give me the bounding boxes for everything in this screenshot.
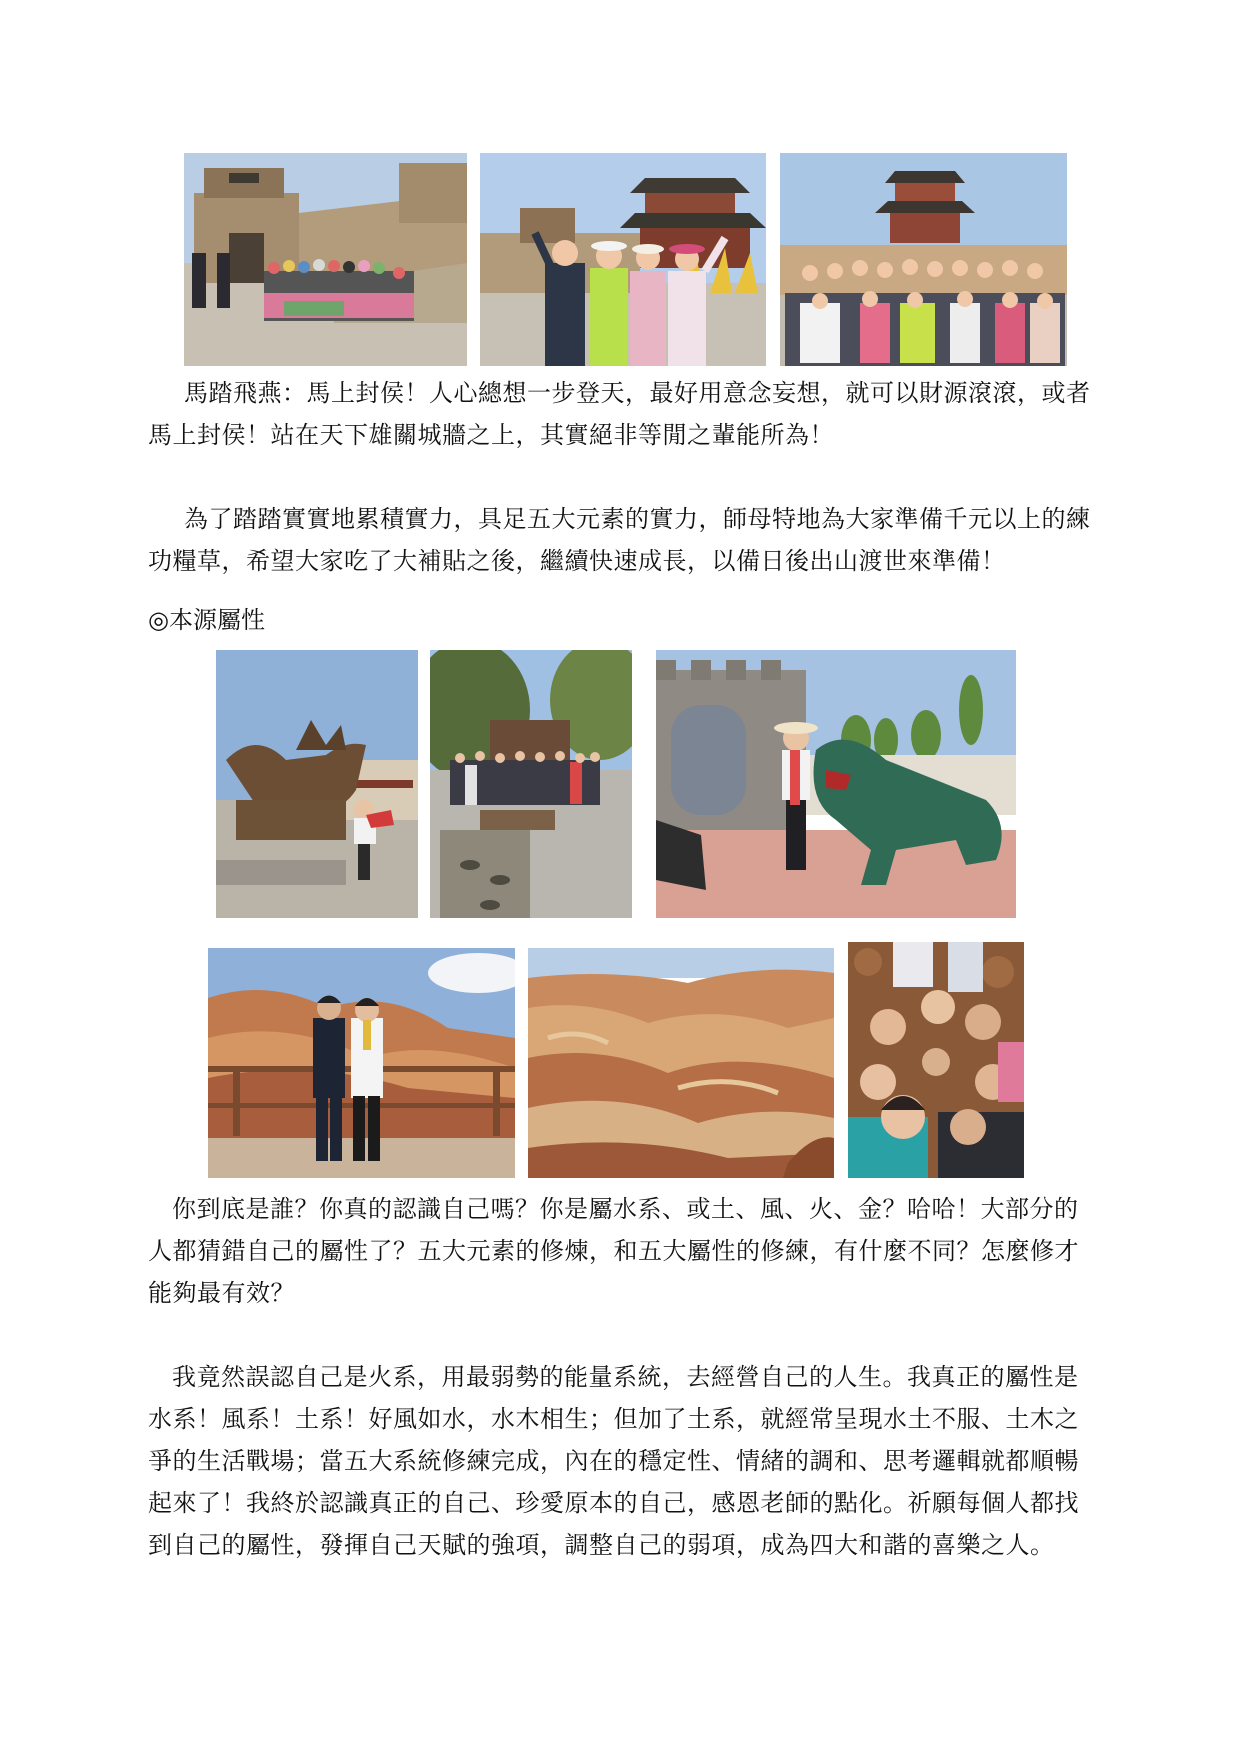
paragraph-training: 為了踏踏實實地累積實力，具足五大元素的實力，師母特地為大家準備千元以上的練功糧草，希望大家吃了大補貼之後，繼續快速成長，以備日後出山渡世來準備！ [148, 505, 1091, 575]
attribute-paragraphs [148, 1188, 1098, 1566]
fortress-gate-group-photo [184, 153, 467, 366]
intro-paragraphs [148, 372, 1098, 582]
circle-selfie-photo [848, 942, 1024, 1178]
courtyard-group-photo [430, 650, 632, 918]
danxia-two-women-photo [208, 948, 515, 1178]
tower-women-cheering-photo [480, 153, 766, 366]
section-heading: ◎本源屬性 [148, 606, 265, 634]
paragraph-reflection: 我竟然誤認自己是火系，用最弱勢的能量系統，去經營自己的人生。我真正的屬性是水系！風系！土系！好風如水，水木相生；但加了土系，就經常呈現水土不服、土木之爭的生活戰場；當五大系統修練完成，內在的穩定性、情緒的調和、思考邏輯就都順暢起來了！我終於認識真正的自己、珍愛原本的自己，感恩老師的點化。祈願每個人都找到自己的屬性，發揮自己天賦的強項，調整自己的弱項，成為四大和諧的喜樂之人。 [148, 1363, 1079, 1559]
bronze-beast-statue-photo [216, 650, 418, 918]
paragraph-horse: 馬踏飛燕：馬上封侯！人心總想一步登天，最好用意念妄想，就可以財源滾滾，或者馬上封侯！站在天下雄關城牆之上，其實絕非等閒之輩能所為！ [148, 379, 1091, 449]
tower-large-group-photo [780, 153, 1067, 366]
danxia-landscape-photo [528, 948, 834, 1178]
paragraph-who-are-you: 你到底是誰？你真的認識自己嗎？你是屬水系、或土、風、火、金？哈哈！大部分的人都猜錯自己的屬性了？五大元素的修煉，和五大屬性的修練，有什麼不同？怎麼修才能夠最有效？ [148, 1195, 1079, 1307]
green-tiger-statue-photo [656, 650, 1016, 918]
